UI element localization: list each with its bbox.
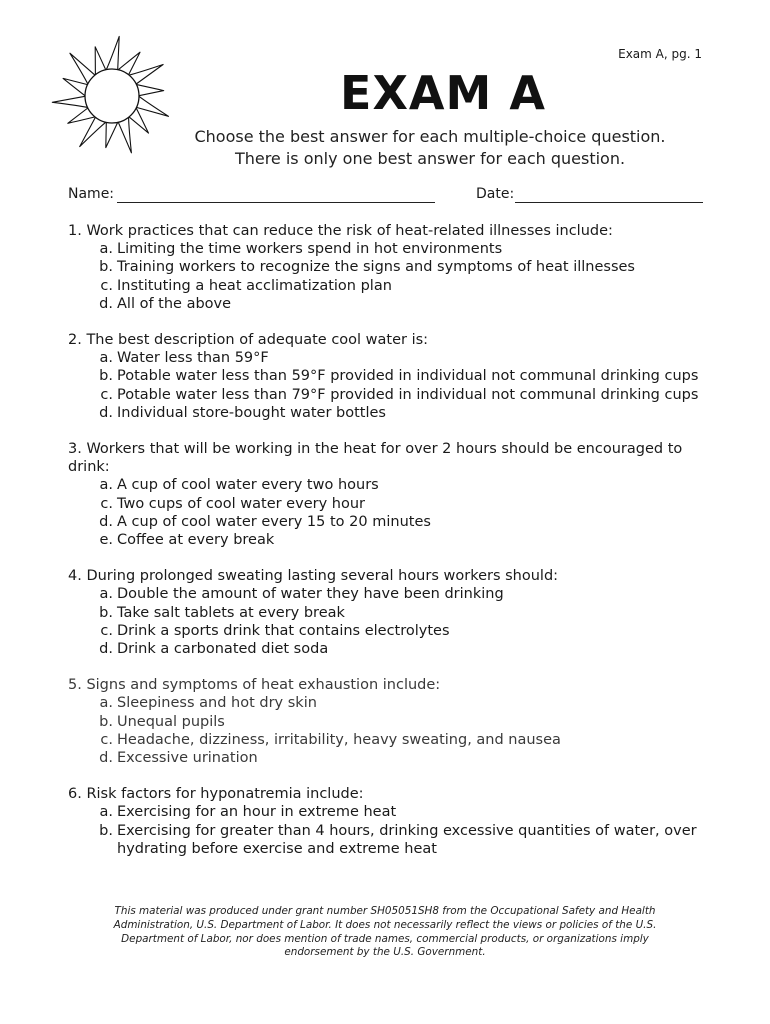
answer-options (68, 694, 708, 767)
option-text: All of the above (117, 295, 232, 312)
option-text: Sleepiness and hot dry skin (117, 695, 317, 712)
sun-ray (118, 117, 131, 153)
option-text: Exercising for greater than 4 hours, drinking excessive quantities of water, over hydrating before exercise and extreme heat (117, 822, 697, 857)
option-letter: e. (99, 532, 113, 549)
option-text: Excessive urination (117, 750, 258, 767)
answer-option[interactable] (68, 495, 708, 513)
answer-option[interactable] (68, 404, 708, 422)
option-text: Two cups of cool water every hour (117, 495, 365, 512)
option-text: Potable water less than 59°F provided in individual not communal drinking cups (117, 368, 699, 385)
answer-option[interactable] (68, 386, 708, 404)
answer-option[interactable] (68, 349, 708, 367)
exam-title: EXAM A (340, 66, 546, 120)
answer-option[interactable] (68, 694, 708, 712)
answer-option[interactable] (68, 531, 708, 549)
option-letter: c. (100, 277, 113, 294)
option-letter: a. (99, 586, 113, 603)
date-field[interactable] (515, 202, 703, 203)
grant-disclaimer: This material was produced under grant number SH05051SH8 from the Occupational Safety and Health Administration, U.S. Department of Labor. It does not necessarily reflect the views or policies of the U.S. Department of Labor, nor does mention of trade names, commercial products, or organizations imply endorsement by the U.S. Government. (113, 905, 657, 959)
option-text: Training workers to recognize the signs and symptoms of heat illnesses (117, 259, 635, 276)
instruction-line-1: Choose the best answer for each multiple-choice question. (194, 127, 666, 146)
question-text: 1. Work practices that can reduce the risk of heat-related illnesses include: (68, 223, 613, 239)
answer-options (68, 240, 708, 313)
answer-options (68, 803, 708, 858)
question-1 (68, 222, 708, 313)
option-text: Limiting the time workers spend in hot environments (117, 241, 503, 258)
option-text: Take salt tablets at every break (117, 604, 345, 621)
option-letter: c. (100, 731, 113, 748)
option-letter: b. (99, 604, 113, 621)
option-letter: d. (99, 513, 113, 530)
option-letter: b. (99, 822, 113, 839)
sun-ray (106, 122, 118, 147)
question-text: 6. Risk factors for hyponatremia include: (68, 786, 364, 803)
name-date-row (68, 186, 704, 208)
option-text: Potable water less than 79°F provided in individual not communal drinking cups (117, 386, 699, 403)
option-text: Headache, dizziness, irritability, heavy sweating, and nausea (117, 731, 561, 748)
option-letter: d. (99, 295, 113, 312)
question-6 (68, 785, 708, 858)
option-letter: c. (100, 495, 113, 512)
answer-option[interactable] (68, 822, 708, 858)
answer-option[interactable] (68, 604, 708, 622)
option-text: Coffee at every break (117, 532, 275, 549)
question-text: 4. During prolonged sweating lasting several hours workers should: (68, 568, 559, 585)
answer-option[interactable] (68, 258, 708, 276)
option-letter: a. (99, 804, 113, 821)
option-text: Double the amount of water they have been drinking (117, 586, 504, 603)
answer-option[interactable] (68, 277, 708, 295)
option-text: Water less than 59°F (117, 350, 269, 367)
option-text: Instituting a heat acclimatization plan (117, 277, 392, 294)
option-text: A cup of cool water every 15 to 20 minutes (117, 513, 431, 530)
option-text: Unequal pupils (117, 713, 225, 730)
option-text: Exercising for an hour in extreme heat (117, 804, 397, 821)
answer-option[interactable] (68, 749, 708, 767)
question-text: 3. Workers that will be working in the heat for over 2 hours should be encouraged to drink: (68, 441, 683, 476)
sun-ray (106, 36, 119, 69)
answer-options (68, 349, 708, 422)
answer-options (68, 585, 708, 658)
option-letter: a. (99, 695, 113, 712)
option-letter: b. (99, 713, 113, 730)
instruction-line-2: There is only one best answer for each question. (234, 149, 626, 168)
answer-option[interactable] (68, 240, 708, 258)
name-label: Name: (68, 186, 115, 202)
date-label: Date: (476, 186, 515, 202)
option-letter: c. (100, 386, 113, 403)
answer-option[interactable] (68, 713, 708, 731)
answer-option[interactable] (68, 513, 708, 531)
page-label: Exam A, pg. 1 (618, 47, 702, 61)
option-letter: b. (99, 368, 113, 385)
question-3 (68, 440, 708, 549)
option-text: Drink a sports drink that contains electrolytes (117, 622, 450, 639)
option-letter: a. (99, 241, 113, 258)
option-letter: a. (99, 350, 113, 367)
option-letter: a. (99, 477, 113, 494)
option-letter: c. (100, 622, 113, 639)
question-2 (68, 331, 708, 422)
option-letter: d. (99, 641, 113, 658)
option-letter: d. (99, 404, 113, 421)
option-text: Individual store-bought water bottles (117, 404, 386, 421)
option-letter: b. (99, 259, 113, 276)
answer-option[interactable] (68, 640, 708, 658)
answer-option[interactable] (68, 731, 708, 749)
answer-option[interactable] (68, 585, 708, 603)
question-text: 2. The best description of adequate cool water is: (68, 332, 429, 349)
instructions (170, 126, 690, 170)
answer-option[interactable] (68, 803, 708, 821)
answer-option[interactable] (68, 367, 708, 385)
name-field[interactable] (117, 202, 435, 203)
answer-option[interactable] (68, 295, 708, 313)
question-4 (68, 567, 708, 658)
question-5 (68, 676, 708, 767)
option-letter: d. (99, 750, 113, 767)
question-list (68, 222, 708, 876)
option-text: A cup of cool water every two hours (117, 477, 379, 494)
answer-options (68, 476, 708, 549)
question-text: 5. Signs and symptoms of heat exhaustion include: (68, 677, 441, 694)
answer-option[interactable] (68, 476, 708, 494)
option-text: Drink a carbonated diet soda (117, 641, 329, 658)
answer-option[interactable] (68, 622, 708, 640)
